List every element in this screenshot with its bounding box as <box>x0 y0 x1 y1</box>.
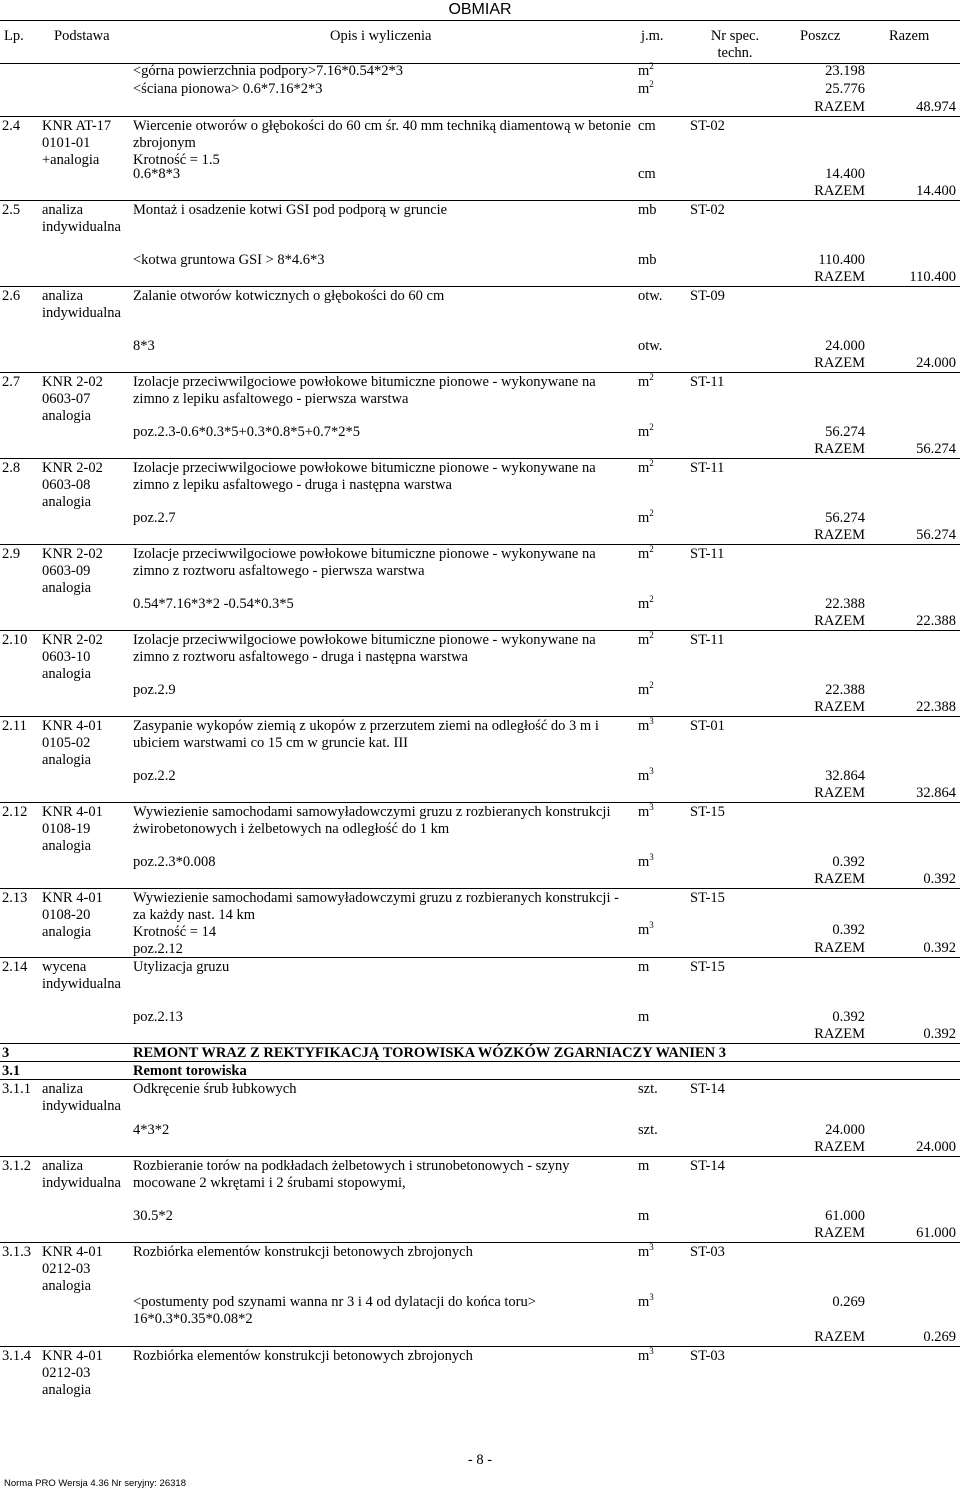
table-row <box>0 166 960 183</box>
table-row-total <box>0 613 960 630</box>
cell-unit: $m^2$ <box>638 458 654 476</box>
cell-lp: 2.11 <box>2 718 27 734</box>
cell-pos: RAZEM <box>814 785 865 801</box>
cell-spec: ST-15 <box>690 959 725 975</box>
cell-unit: $m^3$ <box>638 1346 654 1364</box>
cell-pos: RAZEM <box>814 1139 865 1155</box>
cell-lp: 2.7 <box>2 374 21 390</box>
cell-desc: Utylizacja gruzu <box>133 959 230 975</box>
cell-desc: poz.2.13 <box>133 1009 183 1025</box>
table-row <box>0 1009 960 1026</box>
cell-pos: 25.776 <box>825 81 865 97</box>
cell-desc: Rozbiórka elementów konstrukcji betonowych zbrojonych <box>133 1244 473 1260</box>
table-row-total <box>0 441 960 458</box>
cell-raz: 56.274 <box>916 441 956 457</box>
cell-pos: RAZEM <box>814 1329 865 1345</box>
cell-desc: Izolacje przeciwwilgociowe powłokowe bitumiczne pionowe - wykonywane na zimno z lepiku asfaltowego - pierwsza warstwa <box>133 374 596 407</box>
table-row <box>0 424 960 441</box>
cell-base: analiza indywidualna <box>42 1081 121 1114</box>
table-row <box>0 1208 960 1225</box>
cell-desc: Remont torowiska <box>133 1063 247 1079</box>
cell-pos: 0.392 <box>832 1009 865 1025</box>
cell-raz: 61.000 <box>916 1225 956 1241</box>
cell-lp: 2.4 <box>2 118 21 134</box>
table-row-total <box>0 183 960 200</box>
table-row-item <box>0 1346 960 1398</box>
cell-pos: 110.400 <box>818 252 865 268</box>
cell-unit: m <box>638 1208 650 1224</box>
table-row-item <box>0 957 960 1009</box>
cell-desc: <kotwa gruntowa GSI > 8*4.6*3 <box>133 252 325 268</box>
cell-raz: 14.400 <box>916 183 956 199</box>
cell-unit: $m^3$ <box>638 852 654 870</box>
cell-raz: 22.388 <box>916 613 956 629</box>
table-row <box>0 682 960 699</box>
cell-lp: 2.9 <box>2 546 21 562</box>
cell-raz: 0.392 <box>923 940 956 956</box>
cell-pos: RAZEM <box>814 527 865 543</box>
cell-spec: ST-11 <box>690 460 725 476</box>
cell-base: KNR 4-01 0212-03 analogia <box>42 1348 103 1398</box>
cell-unit: m <box>638 959 650 975</box>
cell-spec: ST-03 <box>690 1348 725 1364</box>
header-raz: Razem <box>889 28 930 44</box>
cell-pos: 32.864 <box>825 768 865 784</box>
header-pos: Poszcz <box>800 28 841 44</box>
cell-base: KNR 2-02 0603-09 analogia <box>42 546 103 596</box>
cell-lp: 3.1.2 <box>2 1158 31 1174</box>
cell-unit: $m^2$ <box>638 422 654 440</box>
cell-unit: szt. <box>638 1122 658 1138</box>
header-spec: Nr spec. techn. <box>710 28 760 61</box>
table-row-total <box>0 1026 960 1043</box>
cell-spec: ST-02 <box>690 202 725 218</box>
cell-desc: poz.2.3-0.6*0.3*5+0.3*0.8*5+0.7*2*5 <box>133 424 360 440</box>
cell-unit: mb <box>638 252 657 268</box>
cell-base: KNR 2-02 0603-10 analogia <box>42 632 103 682</box>
cell-base: KNR 4-01 0105-02 analogia <box>42 718 103 768</box>
cell-pos: RAZEM <box>814 940 865 956</box>
cell-lp: 3.1.3 <box>2 1244 31 1260</box>
table-row-total <box>0 940 960 957</box>
cell-desc: poz.2.3*0.008 <box>133 854 216 870</box>
table-row-total <box>0 1139 960 1156</box>
cell-unit: $m^3$ <box>638 802 654 820</box>
cell-unit: $m^2$ <box>638 594 654 612</box>
cell-pos: 0.392 <box>832 922 865 938</box>
cell-unit: $m^3$ <box>638 1242 654 1260</box>
table-body <box>0 63 960 1398</box>
cell-unit: $m^2$ <box>638 372 654 390</box>
cell-desc: <ściana pionowa> 0.6*7.16*2*3 <box>133 81 323 97</box>
cell-spec: ST-14 <box>690 1081 725 1097</box>
cell-pos: RAZEM <box>814 871 865 887</box>
table-row <box>0 768 960 785</box>
cell-unit: $m^2$ <box>638 544 654 562</box>
cell-pos: 22.388 <box>825 596 865 612</box>
cell-lp: 3.1.4 <box>2 1348 31 1364</box>
cell-unit: mb <box>638 202 657 218</box>
cell-desc: Rozbiórka elementów konstrukcji betonowych zbrojonych <box>133 1348 473 1364</box>
cell-desc: poz.2.7 <box>133 510 176 526</box>
cell-raz: 24.000 <box>916 1139 956 1155</box>
cell-desc: <postumenty pod szynami wanna nr 3 i 4 od dylatacji do końca toru> 16*0.3*0.35*0.08*2 <box>133 1294 536 1327</box>
cell-base: analiza indywidualna <box>42 202 121 235</box>
table-row-item <box>0 1079 960 1122</box>
table-row-total <box>0 699 960 716</box>
cell-raz: 24.000 <box>916 355 956 371</box>
cell-pos: RAZEM <box>814 699 865 715</box>
table-row-total <box>0 1225 960 1242</box>
cell-desc: REMONT WRAZ Z REKTYFIKACJĄ TOROWISKA WÓZKÓW ZGARNIACZY WANIEN 3 <box>133 1045 726 1061</box>
cell-pos: RAZEM <box>814 269 865 285</box>
cell-lp: 2.6 <box>2 288 21 304</box>
cell-lp: 3.1.1 <box>2 1081 31 1097</box>
table-row-total <box>0 269 960 286</box>
cell-raz: 0.392 <box>923 1026 956 1042</box>
table-row-total <box>0 785 960 802</box>
cell-unit: cm <box>638 166 656 182</box>
table-row-item <box>0 716 960 768</box>
cell-base: analiza indywidualna <box>42 288 121 321</box>
table-row <box>0 1294 960 1329</box>
cell-unit: otw. <box>638 288 663 304</box>
table-row-total <box>0 871 960 888</box>
cell-unit: $m^2$ <box>638 630 654 648</box>
cell-unit: $m^3$ <box>638 920 654 938</box>
cell-pos: 56.274 <box>825 510 865 526</box>
table-row-total <box>0 99 960 116</box>
table-row-item <box>0 116 960 166</box>
cell-desc: 30.5*2 <box>133 1208 173 1224</box>
cell-desc: Wywiezienie samochodami samowyładowczymi gruzu z rozbieranych konstrukcji żwirobetonowych i żelbetowych na odległość do 1 km <box>133 804 611 837</box>
cell-unit: szt. <box>638 1081 658 1097</box>
footer-note: Norma PRO Wersja 4.36 Nr seryjny: 26318 <box>4 1478 186 1489</box>
cell-desc: 8*3 <box>133 338 155 354</box>
cell-desc: poz.2.2 <box>133 768 176 784</box>
table-row-item <box>0 458 960 510</box>
cell-desc: Zasypanie wykopów ziemią z ukopów z przerzutem ziemi na odległość do 3 m i ubiciem warstwami co 15 cm w gruncie kat. III <box>133 718 599 751</box>
cell-unit: $m^2$ <box>638 79 654 97</box>
table-row <box>0 338 960 355</box>
cell-unit: cm <box>638 118 656 134</box>
cell-base: KNR AT-17 0101-01 +analogia <box>42 118 112 168</box>
cell-base: KNR 4-01 0108-19 analogia <box>42 804 103 854</box>
cell-pos: 22.388 <box>825 682 865 698</box>
table-row <box>0 510 960 527</box>
cell-raz: 110.400 <box>909 269 956 285</box>
cell-base: KNR 2-02 0603-07 analogia <box>42 374 103 424</box>
cell-lp: 2.5 <box>2 202 21 218</box>
cell-pos: 61.000 <box>825 1208 865 1224</box>
table-row-item <box>0 544 960 596</box>
cell-spec: ST-15 <box>690 804 725 820</box>
cell-base: KNR 2-02 0603-08 analogia <box>42 460 103 510</box>
header-base: Podstawa <box>54 28 110 44</box>
cell-pos: RAZEM <box>814 1225 865 1241</box>
cell-base: wycena indywidualna <box>42 959 121 992</box>
cell-pos: 24.000 <box>825 1122 865 1138</box>
cell-raz: 56.274 <box>916 527 956 543</box>
cell-base: KNR 4-01 0212-03 analogia <box>42 1244 103 1294</box>
cell-lp: 2.8 <box>2 460 21 476</box>
header-unit: j.m. <box>641 28 664 44</box>
cell-pos: 0.269 <box>832 1294 865 1310</box>
cell-lp: 2.14 <box>2 959 28 975</box>
table-header <box>0 20 960 64</box>
cell-desc: 0.6*8*3 <box>133 166 181 182</box>
cell-desc: <górna powierzchnia podpory>7.16*0.54*2*3 <box>133 63 404 79</box>
cell-pos: RAZEM <box>814 183 865 199</box>
cell-desc: 0.54*7.16*3*2 -0.54*0.3*5 <box>133 596 294 612</box>
cell-unit: otw. <box>638 338 663 354</box>
table-row <box>0 81 960 99</box>
table-row-item <box>0 200 960 252</box>
cell-raz: 0.392 <box>923 871 956 887</box>
table-row <box>0 596 960 613</box>
cell-raz: 32.864 <box>916 785 956 801</box>
cell-desc: Izolacje przeciwwilgociowe powłokowe bitumiczne pionowe - wykonywane na zimno z lepiku asfaltowego - druga i następna warstwa <box>133 460 596 493</box>
cell-pos: 0.392 <box>832 854 865 870</box>
cell-spec: ST-15 <box>690 890 725 906</box>
table-row-item <box>0 630 960 682</box>
cell-lp: 2.13 <box>2 890 28 906</box>
cell-desc: Wiercenie otworów o głębokości do 60 cm śr. 40 mm techniką diamentową w betonie zbrojonym Krotność = 1.5 <box>133 118 631 168</box>
cell-spec: ST-01 <box>690 718 725 734</box>
cell-unit: m <box>638 1009 650 1025</box>
cell-desc: Rozbieranie torów na podkładach żelbetowych i strunobetonowych - szyny mocowane 2 wkrętami i 2 śrubami stopowymi, <box>133 1158 570 1191</box>
cell-spec: ST-14 <box>690 1158 725 1174</box>
table-row <box>0 1122 960 1139</box>
cell-spec: ST-09 <box>690 288 725 304</box>
cell-unit: m <box>638 1158 650 1174</box>
cell-desc: poz.2.9 <box>133 682 176 698</box>
cell-lp: 2.10 <box>2 632 28 648</box>
cell-unit: $m^2$ <box>638 508 654 526</box>
table-row-item <box>0 286 960 338</box>
cell-spec: ST-11 <box>690 374 725 390</box>
table-row-item <box>0 802 960 854</box>
table-row-item <box>0 1061 960 1079</box>
cell-pos: RAZEM <box>814 99 865 115</box>
table-row-item <box>0 1242 960 1294</box>
table-row-total <box>0 1329 960 1346</box>
cell-unit: $m^3$ <box>638 766 654 784</box>
cell-desc: Wywiezienie samochodami samowyładowczymi gruzu z rozbieranych konstrukcji - za każdy nast. 14 km Krotność = 14 poz.2.12 <box>133 890 619 957</box>
header-desc: Opis i wyliczenia <box>330 28 432 44</box>
cell-desc: 4*3*2 <box>133 1122 170 1138</box>
cell-pos: RAZEM <box>814 355 865 371</box>
cell-desc: Zalanie otworów kotwicznych o głębokości do 60 cm <box>133 288 445 304</box>
table-row-item <box>0 1043 960 1061</box>
cell-pos: 56.274 <box>825 424 865 440</box>
cell-pos: 23.198 <box>825 63 865 79</box>
page-title: OBMIAR <box>448 1 512 18</box>
cell-pos: RAZEM <box>814 613 865 629</box>
table-row <box>0 252 960 269</box>
cell-base: analiza indywidualna <box>42 1158 121 1191</box>
cell-lp: 2.12 <box>2 804 28 820</box>
page-number: - 8 - <box>467 1452 493 1468</box>
cell-pos: 24.000 <box>825 338 865 354</box>
cell-spec: ST-11 <box>690 546 725 562</box>
cell-desc: Izolacje przeciwwilgociowe powłokowe bitumiczne pionowe - wykonywane na zimno z roztworu asfaltowego - pierwsza warstwa <box>133 546 596 579</box>
table-row <box>0 854 960 871</box>
cell-unit: $m^2$ <box>638 61 654 79</box>
cell-lp: 3 <box>2 1045 10 1061</box>
cell-pos: RAZEM <box>814 1026 865 1042</box>
table-row <box>0 63 960 81</box>
cell-unit: $m^3$ <box>638 716 654 734</box>
cell-unit: $m^3$ <box>638 1292 654 1310</box>
table-row-total <box>0 355 960 372</box>
cell-spec: ST-11 <box>690 632 725 648</box>
cell-raz: 0.269 <box>923 1329 956 1345</box>
cell-pos: 14.400 <box>825 166 865 182</box>
cell-spec: ST-02 <box>690 118 725 134</box>
table-row-item <box>0 372 960 424</box>
cell-spec: ST-03 <box>690 1244 725 1260</box>
cell-unit: $m^2$ <box>638 680 654 698</box>
cell-desc: Montaż i osadzenie kotwi GSI pod podporą w gruncie <box>133 202 448 218</box>
cell-pos: RAZEM <box>814 441 865 457</box>
table-row-item <box>0 1156 960 1208</box>
cell-raz: 22.388 <box>916 699 956 715</box>
table-row-total <box>0 527 960 544</box>
cell-lp: 3.1 <box>2 1063 21 1079</box>
cell-raz: 48.974 <box>916 99 956 115</box>
cell-base: KNR 4-01 0108-20 analogia <box>42 890 103 940</box>
cell-desc: Odkręcenie śrub łubkowych <box>133 1081 297 1097</box>
header-lp: Lp. <box>4 28 24 44</box>
cell-desc: Izolacje przeciwwilgociowe powłokowe bitumiczne pionowe - wykonywane na zimno z roztworu asfaltowego - druga i następna warstwa <box>133 632 596 665</box>
